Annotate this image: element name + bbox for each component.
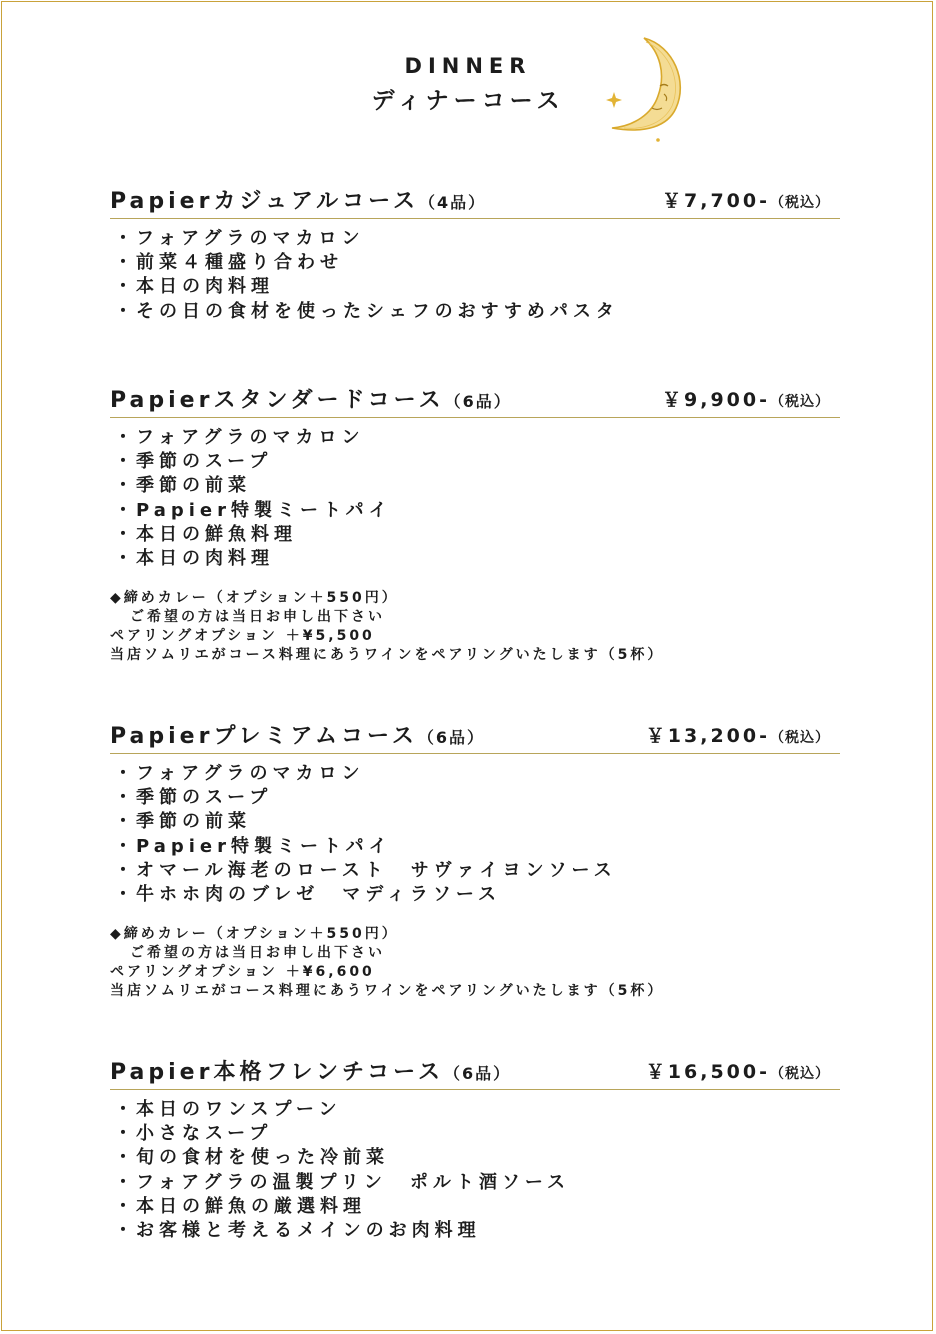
bullet-icon: ・ (114, 252, 132, 274)
course-tax: （税込） (770, 730, 830, 746)
course-name: Papierプレミアムコース (110, 724, 418, 749)
crescent-moon-face-icon (602, 30, 692, 146)
page-title-en: DINNER (404, 54, 532, 78)
course-title (110, 184, 486, 215)
list-item: ・ 季節の前菜 (110, 810, 840, 834)
sparkle-star-icon (606, 92, 622, 108)
bullet-icon: ・ (114, 787, 132, 809)
course-tax: （税込） (770, 394, 830, 410)
course-standard (110, 381, 840, 665)
bullet-icon: ・ (114, 884, 132, 906)
course-items (110, 1098, 840, 1243)
list-item: ・ Papier特製ミートパイ (110, 499, 840, 523)
curry-option: ◆締めカレー（オプション＋550円） (110, 926, 399, 943)
course-price-value: ￥9,900- (662, 389, 770, 411)
bullet-icon: ・ (114, 835, 132, 857)
course-header (110, 381, 840, 418)
course-price-value: ￥13,200- (645, 725, 770, 747)
pairing-option: ペアリングオプション ＋¥5,500 (110, 628, 375, 645)
bullet-icon: ・ (114, 1123, 132, 1145)
small-dot-icon (656, 138, 660, 142)
course-name: Papier本格フレンチコース (110, 1060, 445, 1085)
course-notes (110, 925, 840, 1001)
course-price (662, 385, 830, 412)
course-header (110, 1053, 840, 1090)
pairing-option-note: 当店ソムリエがコース料理にあうワインをペアリングいたします（5杯） (110, 647, 665, 664)
list-item: ・ 牛ホホ肉のブレゼ マディラソース (110, 883, 840, 907)
page-title-jp: ディナーコース (371, 88, 565, 114)
list-item: ・ オマール海老のロースト サヴァイヨンソース (110, 859, 840, 883)
bullet-icon: ・ (114, 300, 132, 322)
bullet-icon: ・ (114, 523, 132, 545)
course-price-value: ￥7,700- (662, 190, 770, 212)
course-casual (110, 182, 840, 324)
bullet-icon: ・ (114, 548, 132, 570)
bullet-icon: ・ (114, 1099, 132, 1120)
list-item: ・ 本日の肉料理 (110, 547, 840, 571)
course-items (110, 426, 840, 571)
bullet-icon: ・ (114, 1195, 132, 1217)
bullet-icon: ・ (114, 427, 132, 448)
course-title (110, 719, 485, 750)
bullet-icon: ・ (114, 276, 132, 298)
course-tax: （税込） (770, 195, 830, 211)
course-header (110, 182, 840, 219)
course-count: （6品） (417, 728, 486, 747)
pairing-option-note: 当店ソムリエがコース料理にあうワインをペアリングいたします（5杯） (110, 983, 665, 1000)
list-item: ・ 小さなスープ (110, 1122, 840, 1146)
bullet-icon: ・ (114, 859, 132, 881)
list-item: ・ 季節の前菜 (110, 474, 840, 498)
curry-option-note: ご希望の方は当日お申し出下さい (130, 945, 385, 962)
bullet-icon: ・ (114, 475, 132, 497)
bullet-icon: ・ (114, 1220, 132, 1242)
bullet-icon: ・ (114, 1171, 132, 1193)
course-price (646, 721, 830, 748)
curry-option-note: ご希望の方は当日お申し出下さい (130, 609, 385, 626)
bullet-icon: ・ (114, 1147, 132, 1169)
curry-option: ◆締めカレー（オプション＋550円） (110, 590, 399, 607)
list-item: ・ 季節のスープ (110, 786, 840, 810)
course-items (110, 762, 840, 907)
list-item: ・ フォアグラのマカロン (110, 762, 840, 786)
course-price (662, 186, 830, 213)
course-title (110, 1055, 511, 1086)
course-premium (110, 717, 840, 1001)
course-count: （4品） (419, 193, 487, 212)
list-item: ・ 旬の食材を使った冷前菜 (110, 1146, 840, 1170)
course-price-value: ￥16,500- (645, 1061, 770, 1083)
bullet-icon: ・ (114, 811, 132, 833)
course-items (110, 227, 840, 324)
course-title (110, 383, 512, 414)
bullet-icon: ・ (114, 228, 132, 249)
list-item: ・ お客様と考えるメインのお肉料理 (110, 1219, 840, 1243)
list-item: ・ 前菜４種盛り合わせ (110, 251, 840, 275)
bullet-icon: ・ (114, 451, 132, 473)
course-price (646, 1057, 830, 1084)
course-header (110, 717, 840, 754)
course-count: （6品） (444, 392, 512, 411)
list-item: ・ フォアグラのマカロン (110, 426, 840, 450)
list-item: ・ フォアグラの温製プリン ポルト酒ソース (110, 1171, 840, 1195)
list-item: ・ フォアグラのマカロン (110, 227, 840, 251)
list-item: ・ 本日のワンスプーン (110, 1098, 840, 1122)
course-count: （6品） (444, 1064, 512, 1083)
course-notes (110, 589, 840, 665)
bullet-icon: ・ (114, 499, 132, 521)
list-item: ・ 本日の肉料理 (110, 275, 840, 299)
pairing-option: ペアリングオプション ＋¥6,600 (110, 964, 375, 981)
list-item: ・ 本日の鮮魚の厳選料理 (110, 1195, 840, 1219)
list-item: ・ 季節のスープ (110, 450, 840, 474)
bullet-icon: ・ (114, 763, 132, 784)
course-tax: （税込） (770, 1066, 830, 1082)
list-item: ・ Papier特製ミートパイ (110, 835, 840, 859)
course-french (110, 1053, 840, 1243)
course-name: Papierスタンダードコース (110, 388, 445, 413)
list-item: ・ その日の食材を使ったシェフのおすすめパスタ (110, 300, 840, 324)
course-name: Papierカジュアルコース (110, 189, 420, 214)
list-item: ・ 本日の鮮魚料理 (110, 523, 840, 547)
